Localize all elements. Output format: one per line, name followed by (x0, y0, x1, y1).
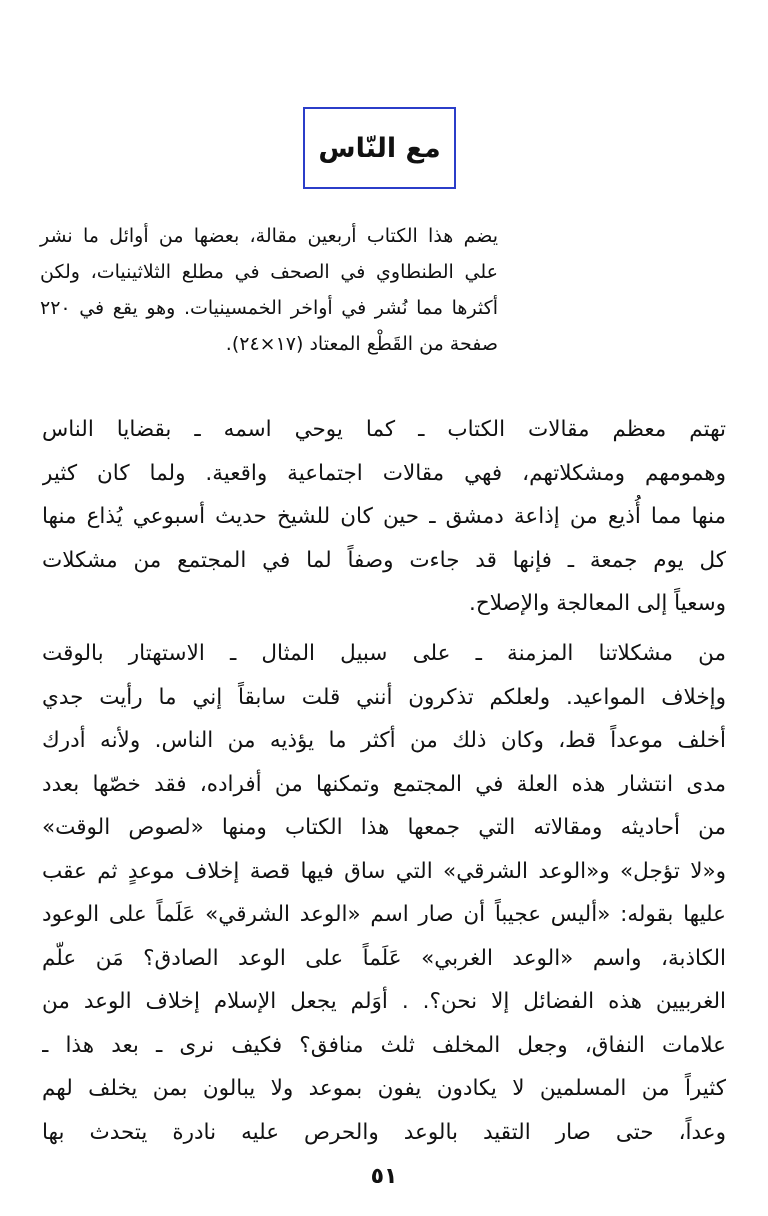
paragraph-line: وهمومهم ومشكلاتهم، فهي مقالات اجتماعية واقعية. ولما كان كثير (42, 460, 726, 486)
paragraph-line: وإخلاف المواعيد. ولعلكم تذكرون أنني قلت سابقاً إني ما رأيت جدي (42, 684, 726, 710)
book-summary (40, 218, 498, 362)
paragraph-line: الكاذبة، واسم «الوعد الغربي» عَلَماً على الوعد الصادق؟ مَن علّم (42, 945, 726, 971)
paragraph-line: أخلف موعداً قط، وكان ذلك من أكثر ما يؤذيه من الناس. ولأنه أدرك (42, 728, 726, 753)
paragraph-line: و«لا تؤجل» و«الوعد الشرقي» التي ساق فيها قصة إخلاف موعدٍ ثم عقب (42, 858, 726, 884)
summary-line: صفحة من القَطْع المعتاد (١٧×٢٤). (225, 333, 498, 355)
paragraph-line: عليها بقوله: «أليس عجيباً أن صار اسم «الوعد الشرقي» عَلَماً على الوعود (42, 902, 726, 927)
summary-line: أكثرها مما نُشر في أواخر الخمسينيات. وهو يقع في ٢٢٠ (40, 297, 498, 319)
paragraph-line: علامات النفاق، وجعل المخلف ثلث منافق؟ فكيف نرى ـ بعد هذا ـ (42, 1032, 726, 1058)
paragraph-line: منها مما أُذيع من إذاعة دمشق ـ حين كان للشيخ حديث أسبوعي يُذاع منها (42, 504, 726, 529)
paragraph-line: مدى انتشار هذه العلة في المجتمع وتمكنها من أفراده، فقد خصّها بعدد (42, 771, 726, 797)
paragraph-line: كل يوم جمعة ـ فإنها قد جاءت وصفاً لما في المجتمع من مشكلات (42, 547, 726, 573)
page-number: ٥١ (370, 1164, 398, 1189)
paragraph-line: من مشكلاتنا المزمنة ـ على سبيل المثال ـ الاستهتار بالوقت (42, 641, 726, 666)
paragraph-line: من أحاديثه ومقالاته التي جمعها هذا الكتاب ومنها «لصوص الوقت» (42, 815, 726, 840)
summary-line: علي الطنطاوي في الصحف في مطلع الثلاثينيات، ولكن (40, 261, 498, 283)
chapter-title-box (303, 107, 456, 189)
paragraph-line: وسعياً إلى المعالجة والإصلاح. (468, 591, 726, 616)
paragraph-line: تهتم معظم مقالات الكتاب ـ كما يوحي اسمه ـ بقضايا الناس (42, 417, 726, 442)
paragraph-2 (42, 632, 726, 1154)
paragraph-1 (42, 408, 726, 626)
summary-line: يضم هذا الكتاب أربعين مقالة، بعضها من أوائل ما نشر (40, 225, 498, 247)
paragraph-line: كثيراً من المسلمين لا يكادون يفون بموعد ولا يبالون بمن يخلف لهم (42, 1076, 726, 1101)
chapter-title: مع النّاس (318, 132, 441, 164)
paragraph-line: وعداً، حتى صار التقيد بالوعد والحرص عليه نادرة يتحدث بها (42, 1119, 726, 1145)
paragraph-line: الغربيين هذه الفضائل إلا نحن؟. . أوَلم يجعل الإسلام إخلاف الوعد من (42, 989, 726, 1014)
